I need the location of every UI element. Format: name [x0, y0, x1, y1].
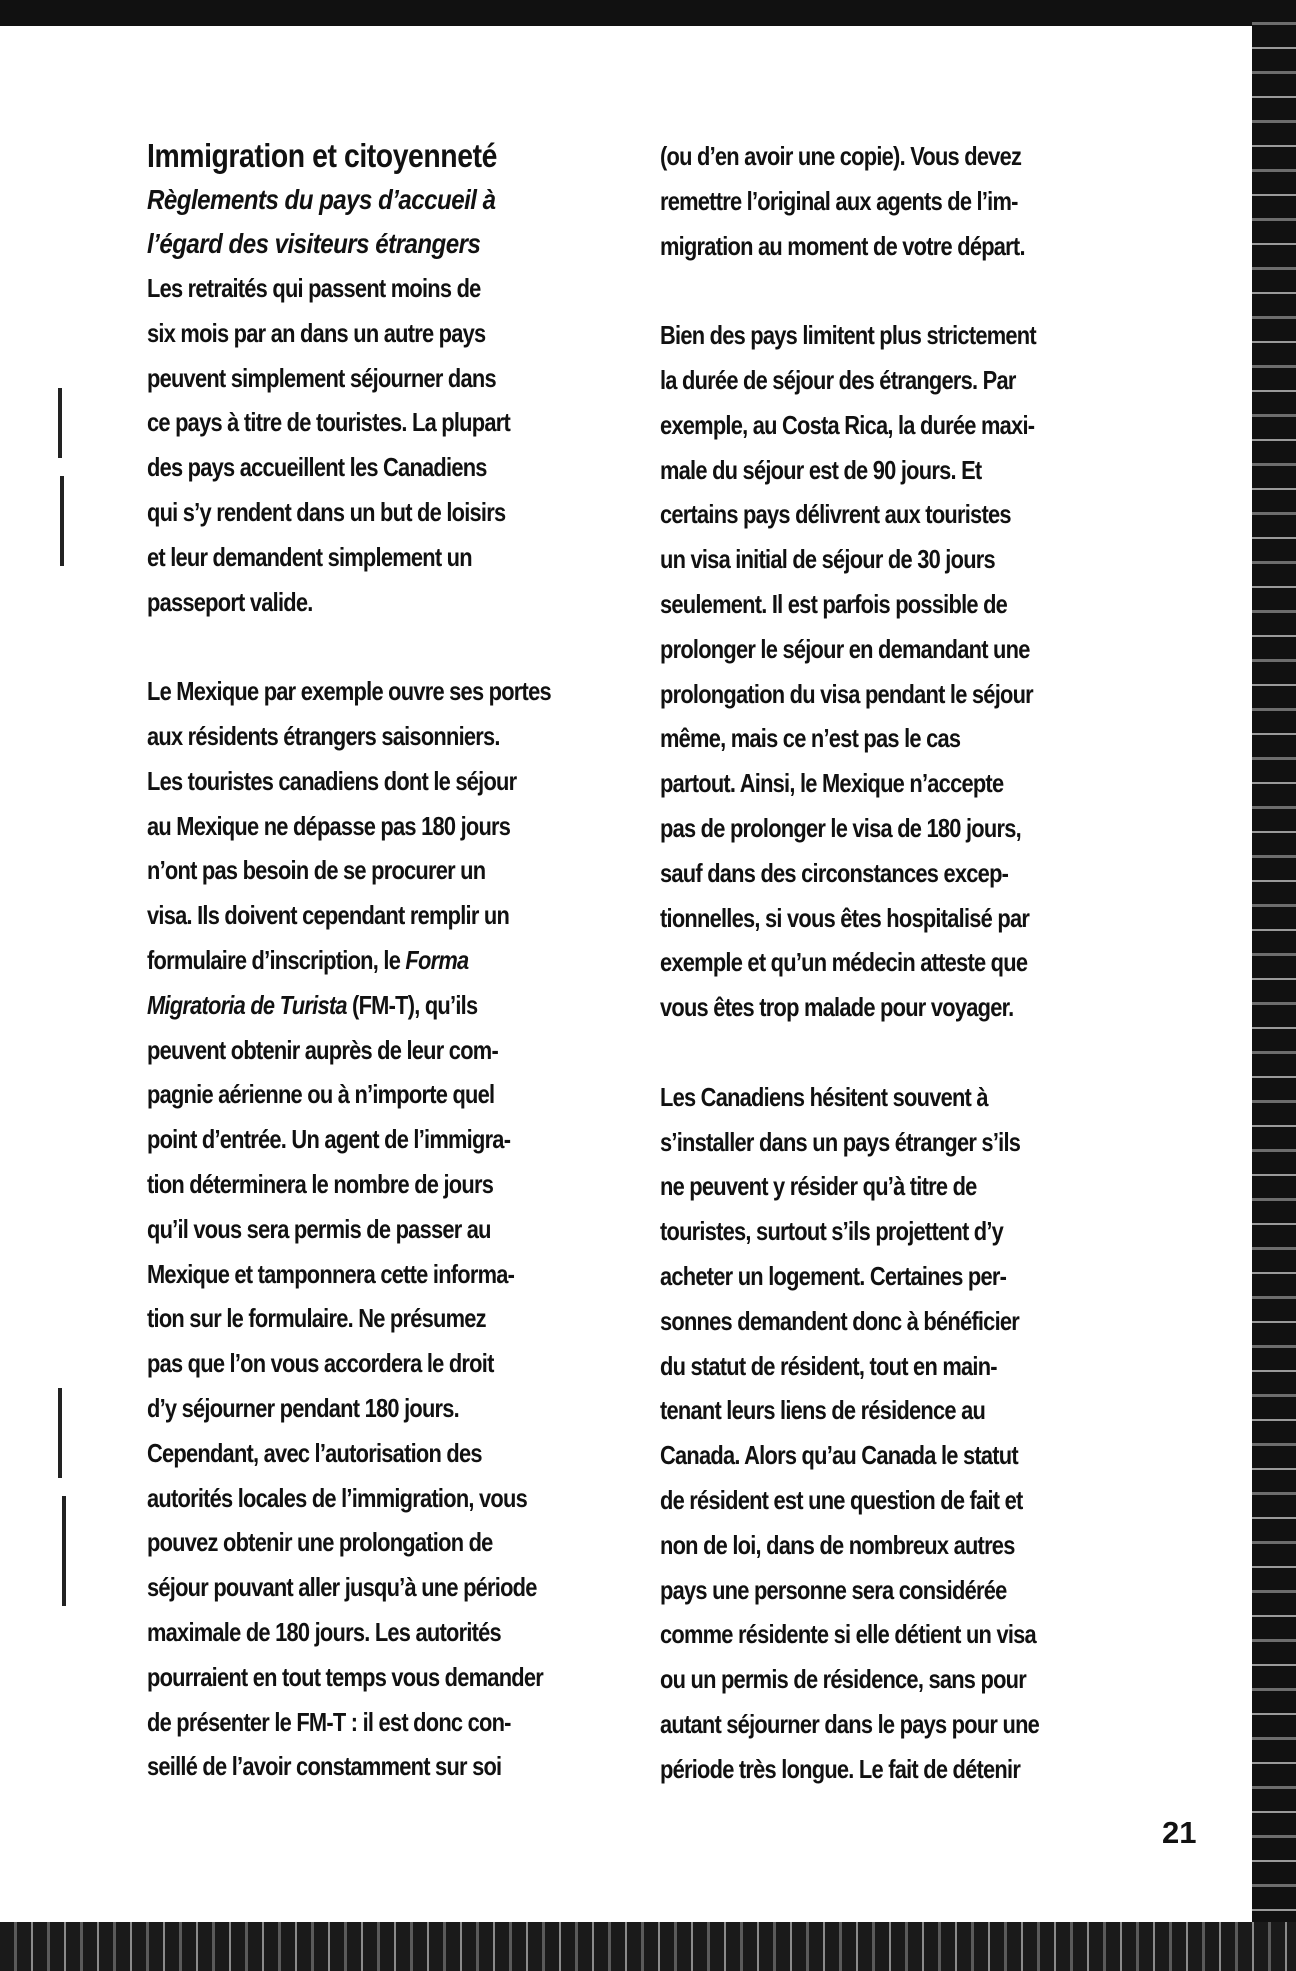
text-line: Migratoria de Turista (FM-T), qu’ils: [147, 989, 478, 1020]
scan-right-edge: [1252, 0, 1296, 1971]
text-line: tenant leurs liens de résidence au: [660, 1395, 986, 1426]
text-line: la durée de séjour des étrangers. Par: [660, 364, 1016, 395]
text-line: migration au moment de votre départ.: [660, 230, 1025, 261]
text-line: pouvez obtenir une prolongation de: [147, 1527, 493, 1558]
text-line: Les Canadiens hésitent souvent à: [660, 1081, 988, 1112]
left-column-body: [147, 266, 617, 1789]
text-line: au Mexique ne dépasse pas 180 jours: [147, 810, 511, 841]
text-line: pourraient en tout temps vous demander: [147, 1661, 544, 1692]
text-line: du statut de résident, tout en main-: [660, 1350, 997, 1381]
text-line: remettre l’original aux agents de l’im-: [660, 185, 1018, 216]
text-line: période très longue. Le fait de détenir: [660, 1753, 1021, 1784]
text-line: pagnie aérienne ou à n’importe quel: [147, 1079, 495, 1110]
text-line: peuvent obtenir auprès de leur com-: [147, 1034, 498, 1065]
text-line: et leur demandent simplement un: [147, 541, 472, 572]
text-line: tionnelles, si vous êtes hospitalisé par: [660, 902, 1030, 933]
text-line: peuvent simplement séjourner dans: [147, 362, 496, 393]
text-line: qui s’y rendent dans un but de loisirs: [147, 496, 506, 527]
text-line: autorités locales de l’immigration, vous: [147, 1482, 527, 1513]
text-line: seillé de l’avoir constamment sur soi: [147, 1751, 502, 1782]
page-number: 21: [1162, 1815, 1197, 1850]
text-line: (ou d’en avoir une copie). Vous devez: [660, 141, 1022, 171]
text-line: seulement. Il est parfois possible de: [660, 588, 1008, 619]
text-line: male du séjour est de 90 jours. Et: [660, 454, 982, 485]
text-line: n’ont pas besoin de se procurer un: [147, 855, 486, 886]
text-line: de présenter le FM-T : il est donc con-: [147, 1706, 511, 1737]
text-line: prolongation du visa pendant le séjour: [660, 678, 1033, 709]
text-line: Les touristes canadiens dont le séjour: [147, 765, 517, 796]
text-line: passeport valide.: [147, 586, 313, 617]
text-line: point d’entrée. Un agent de l’immigra-: [147, 1124, 511, 1155]
text-line: séjour pouvant aller jusqu’à une période: [147, 1572, 537, 1603]
text-line: pas que l’on vous accordera le droit: [147, 1348, 494, 1379]
scan-top-edge: [0, 0, 1296, 26]
section-subheading-line: l’égard des visiteurs étrangers: [147, 228, 481, 259]
text-line: tion sur le formulaire. Ne présumez: [147, 1303, 486, 1334]
text-line: sauf dans des circonstances excep-: [660, 857, 1009, 888]
text-line: six mois par an dans un autre pays: [147, 317, 486, 348]
section-heading: Immigration et citoyenneté: [147, 137, 497, 174]
text-line: Bien des pays limitent plus strictement: [660, 320, 1036, 351]
text-line: vous êtes trop malade pour voyager.: [660, 992, 1014, 1023]
binding-mark: [58, 1388, 62, 1478]
text-line: ce pays à titre de touristes. La plupart: [147, 407, 510, 438]
text-line: ou un permis de résidence, sans pour: [660, 1664, 1027, 1695]
text-line: touristes, surtout s’ils projettent d’y: [660, 1216, 1004, 1247]
text-line: aux résidents étrangers saisonniers.: [147, 720, 500, 751]
paragraph-gap: [660, 1030, 1130, 1075]
text-line: même, mais ce n’est pas le cas: [660, 723, 961, 754]
text-line: pas de prolonger le visa de 180 jours,: [660, 812, 1021, 843]
text-line: ne peuvent y résider qu’à titre de: [660, 1171, 977, 1202]
text-line: maximale de 180 jours. Les autorités: [147, 1616, 501, 1647]
right-column-body: [660, 134, 1130, 1791]
text-line: comme résidente si elle détient un visa: [660, 1619, 1036, 1650]
binding-mark: [62, 1496, 66, 1606]
text-line: Les retraités qui passent moins de: [147, 273, 481, 303]
right-column: [660, 134, 1130, 1791]
text-line: non de loi, dans de nombreux autres: [660, 1529, 1015, 1560]
binding-mark: [58, 388, 62, 458]
paragraph-gap: [147, 624, 617, 669]
text-line: qu’il vous sera permis de passer au: [147, 1213, 491, 1244]
text-line: acheter un logement. Certaines per-: [660, 1260, 1007, 1291]
text-line: des pays accueillent les Canadiens: [147, 452, 487, 483]
text-line: sonnes demandent donc à bénéficier: [660, 1305, 1020, 1336]
text-line: s’installer dans un pays étranger s’ils: [660, 1126, 1021, 1157]
text-line: prolonger le séjour en demandant une: [660, 633, 1030, 664]
left-column: [147, 134, 617, 1789]
text-line: exemple, au Costa Rica, la durée maxi-: [660, 409, 1035, 440]
text-line: Le Mexique par exemple ouvre ses portes: [147, 676, 551, 707]
text-line: pays une personne sera considérée: [660, 1574, 1007, 1605]
section-subheading-line: Règlements du pays d’accueil à: [147, 184, 496, 215]
text-line: Mexique et tamponnera cette informa-: [147, 1258, 515, 1289]
text-line: formulaire d’inscription, le Forma: [147, 944, 469, 975]
text-line: d’y séjourner pendant 180 jours.: [147, 1392, 459, 1423]
binding-mark: [60, 476, 64, 566]
text-line: exemple et qu’un médecin atteste que: [660, 947, 1028, 978]
text-line: Canada. Alors qu’au Canada le statut: [660, 1440, 1018, 1471]
text-line: un visa initial de séjour de 30 jours: [660, 544, 995, 575]
text-line: tion déterminera le nombre de jours: [147, 1168, 494, 1199]
text-line: visa. Ils doivent cependant remplir un: [147, 900, 510, 931]
paragraph-gap: [660, 268, 1130, 313]
text-line: Cependant, avec l’autorisation des: [147, 1437, 482, 1468]
text-line: partout. Ainsi, le Mexique n’accepte: [660, 768, 1004, 799]
text-line: autant séjourner dans le pays pour une: [660, 1708, 1040, 1739]
scan-bottom-edge: [0, 1922, 1296, 1971]
text-line: de résident est une question de fait et: [660, 1484, 1023, 1515]
text-line: certains pays délivrent aux touristes: [660, 499, 1011, 530]
